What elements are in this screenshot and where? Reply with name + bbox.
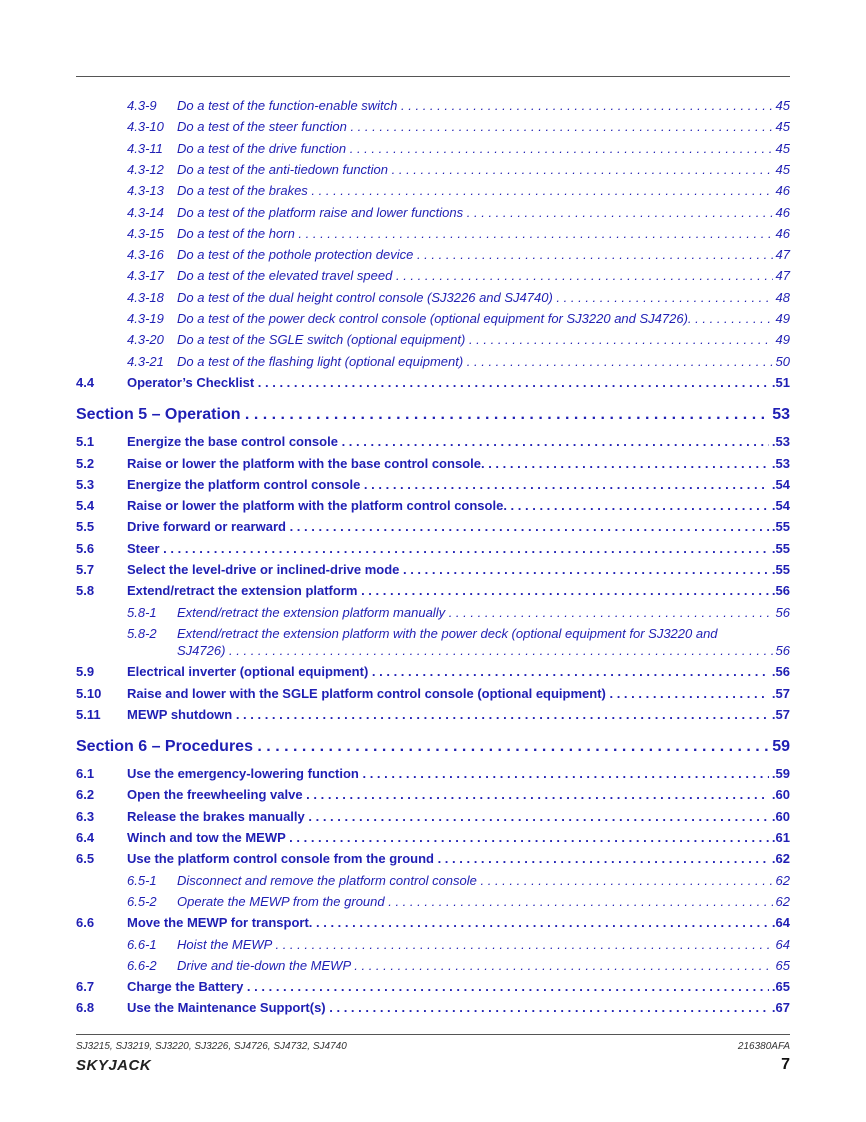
toc-entry-number: 5.8 [76,583,95,599]
toc-entry-number: 6.5 [76,851,95,867]
toc-entry[interactable] [0,705,866,725]
toc-entry-title: Do a test of the flashing light (optional equipment) . . . [177,352,782,372]
toc-entry-title: Operator’s Checklist . . . [127,373,782,393]
toc-entry-page: 47 [773,266,790,286]
toc-entry[interactable] [0,807,866,827]
toc-entry-number: 6.3 [76,808,95,824]
toc-entry-title: Use the emergency-lowering function . . . [127,764,782,784]
toc-entry[interactable] [0,432,866,452]
toc-entry-number: 6.4 [76,830,95,845]
toc-entry-number: 6.6-1 [127,936,157,952]
toc-entry-page: 59 [769,734,790,760]
toc-entry-page: .57 [769,684,790,704]
toc-entry-number: 4.3-10 [127,119,164,135]
toc-entry-number: 4.3-9 [127,98,157,113]
toc-entry-number: 4.3-17 [127,268,164,284]
toc-entry-number: 6.2 [76,787,95,803]
toc-entry-number: 6.6 [76,915,95,931]
toc-entry-page: .67 [769,998,790,1018]
toc-entry[interactable] [0,139,866,159]
toc-entry-title: Do a test of the SGLE switch (optional equipment) . . . [177,330,782,350]
toc-entry-title: Hoist the MEWP . . . [177,935,782,955]
toc-entry[interactable] [0,977,866,997]
toc-entry-page: .64 [769,913,790,933]
toc-entry[interactable] [0,603,866,623]
toc-entry-title: Do a test of the elevated travel speed . . . [177,266,782,286]
toc-entry[interactable] [0,266,866,286]
toc-entry-title: Electrical inverter (optional equipment) . . . [127,662,782,682]
toc-entry-number: 5.1 [76,434,95,450]
skyjack-logo: SKYJACK [76,1057,152,1074]
toc-entry-title: Do a test of the horn . . . [177,224,782,244]
toc-entry-page: 65 [773,956,790,976]
toc-entry-title: Do a test of the steer function . . . [177,117,782,137]
toc-entry-number: 4.3-12 [127,161,164,177]
toc-entry-title: Charge the Battery . . . [127,977,782,997]
toc-entry-title: Do a test of the platform raise and lower functions . . . [177,203,782,223]
toc-entry-title: Use the Maintenance Support(s) . . . [127,998,782,1018]
toc-entry-title: Do a test of the function-enable switch . . . [177,96,782,116]
toc-entry[interactable] [0,352,866,372]
toc-entry-page: .56 [769,581,790,601]
toc-entry-number: 6.6-2 [127,957,157,973]
toc-entry[interactable] [0,288,866,308]
toc-entry-number: 4.3-13 [127,183,164,199]
toc-entry-page: 47 [773,245,790,265]
header-rule [76,76,790,77]
toc-entry-page: 50 [773,352,790,372]
toc-entry[interactable] [0,581,866,601]
toc-entry-page: 45 [773,139,790,159]
page-number: 7 [781,1056,790,1073]
toc-entry[interactable] [0,203,866,223]
toc-entry[interactable] [0,475,866,495]
toc-entry-title: Do a test of the anti-tiedown function . . . [177,160,782,180]
toc-entry-page: .62 [769,849,790,869]
toc-entry[interactable] [0,871,866,891]
toc-entry-number: 5.7 [76,562,95,577]
toc-entry-page: 45 [773,96,790,116]
toc-entry-page: .55 [769,539,790,559]
toc-entry-title: Use the platform control console from the ground . . . [127,849,782,869]
toc-entry-page: 64 [773,935,790,955]
toc-entry-page: 53 [769,402,790,428]
toc-entry[interactable] [0,496,866,516]
toc-entry-number: 5.8-2 [127,625,157,641]
toc-entry[interactable] [0,245,866,265]
toc-entry-number: 4.4 [76,374,95,390]
toc-entry-page: 49 [773,330,790,350]
toc-entry[interactable] [0,913,866,933]
toc-entry[interactable] [0,117,866,137]
toc-entry-page: 46 [773,224,790,244]
toc-entry-page: .56 [769,662,790,682]
toc-entry-title: Disconnect and remove the platform control console . . . [177,871,782,891]
toc-entry-number: 5.11 [76,706,101,722]
toc-entry-title: Open the freewheeling valve . . . [127,785,782,805]
toc-entry-title: Do a test of the dual height control console (SJ3226 and SJ4740) . . . [177,288,782,308]
toc-entry-page: .60 [769,807,790,827]
toc-entry-title: Do a test of the brakes . . . [177,181,782,201]
toc-entry-title: Section 6 – Procedures . . . [76,734,778,760]
toc-entry-title: Do a test of the pothole protection device . . . [177,245,782,265]
toc-entry[interactable] [0,454,866,474]
toc-entry[interactable] [0,181,866,201]
toc-entry-page: 45 [773,160,790,180]
toc-entry-number: 5.4 [76,498,95,514]
toc-entry-title: Raise or lower the platform with the platform control console. . . . [127,496,782,516]
footer-rule [76,1034,790,1035]
toc-entry-title: Raise or lower the platform with the base control console. . . . [127,454,782,474]
toc-entry-page: 48 [773,288,790,308]
toc-entry-number: 5.6 [76,540,95,556]
toc-entry-page: 56 [773,641,790,661]
toc-entry-number: 6.1 [76,766,95,782]
toc-entry-page: 56 [773,603,790,623]
toc-entry-page: .59 [769,764,790,784]
toc-entry-title: SJ4726) . . . [177,641,782,661]
toc-entry-title: Drive forward or rearward . . . [127,517,782,537]
toc-entry[interactable] [0,892,866,912]
toc-entry-title: Do a test of the drive function . . . [177,139,782,159]
footer-models: SJ3215, SJ3219, SJ3220, SJ3226, SJ4726, SJ4732, SJ4740 [76,1041,347,1052]
toc-entry[interactable] [0,517,866,537]
toc-entry-page: .65 [769,977,790,997]
toc-entry-title: Energize the platform control console . . . [127,475,782,495]
toc-entry-page: 49 [773,309,790,329]
toc-entry[interactable] [0,309,866,329]
toc-entry-title: Operate the MEWP from the ground . . . [177,892,782,912]
toc-entry-number: 5.8-1 [127,604,157,620]
toc-section-heading[interactable] [0,734,866,760]
toc-entry-title: MEWP shutdown . . . [127,705,782,725]
toc-entry-wrapped-line[interactable]: Extend/retract the extension platform with the power deck (optional equipment for SJ3220 and [177,625,718,641]
toc-entry-title: Move the MEWP for transport. . . . [127,913,782,933]
toc-entry-number: 6.5-2 [127,893,157,909]
toc-entry[interactable] [0,96,866,116]
toc-entry-number: 6.8 [76,1000,95,1016]
toc-entry-title: Winch and tow the MEWP . . . [127,828,782,848]
toc-entry[interactable] [0,935,866,955]
toc-entry[interactable] [0,330,866,350]
toc-entry-title: Extend/retract the extension platform manually . . . [177,603,782,623]
toc-entry-page: .53 [769,432,790,452]
toc-entry[interactable] [0,560,866,580]
toc-entry-page: .60 [769,785,790,805]
toc-entry-page: .51 [769,373,790,393]
toc-entry[interactable] [0,764,866,784]
toc-entry[interactable] [0,684,866,704]
toc-entry-page: 62 [773,871,790,891]
toc-entry[interactable] [0,641,866,661]
toc-entry-title: Energize the base control console . . . [127,432,782,452]
toc-entry-number: 4.3-18 [127,289,164,305]
toc-entry-page: .61 [769,828,790,848]
toc-entry-page: .57 [769,705,790,725]
toc-entry-title: Raise and lower with the SGLE platform control console (optional equipment) . . . [127,684,782,704]
toc-entry-title: Section 5 – Operation . . . [76,402,778,428]
toc-entry[interactable] [0,373,866,393]
toc-entry-page: .55 [769,560,790,580]
toc-entry-page: .55 [769,517,790,537]
toc-entry-number: 5.2 [76,455,95,471]
toc-entry-page: 46 [773,181,790,201]
toc-entry[interactable] [0,224,866,244]
toc-entry-number: 4.3-15 [127,225,164,241]
toc-entry-page: 46 [773,203,790,223]
toc-entry-number: 4.3-19 [127,311,164,326]
toc-entry-title: Do a test of the power deck control console (optional equipment for SJ3220 and SJ4726). . . . [177,309,782,329]
toc-entry[interactable] [0,956,866,976]
toc-entry-number: 4.3-20 [127,332,164,348]
toc-entry[interactable] [0,539,866,559]
toc-entry[interactable] [0,160,866,180]
toc-entry-number: 6.5-1 [127,872,157,888]
toc-entry-page: .53 [769,454,790,474]
toc-entry-title: Select the level-drive or inclined-drive mode . . . [127,560,782,580]
toc-section-heading[interactable] [0,402,866,428]
toc-entry-number: 4.3-11 [127,140,163,156]
toc-entry-number: 5.3 [76,476,95,492]
toc-entry-number: 5.10 [76,685,102,701]
toc-entry-title: Extend/retract the extension platform . . . [127,581,782,601]
toc-entry-title: Drive and tie-down the MEWP . . . [177,956,782,976]
toc-entry-number: 4.3-21 [127,353,164,369]
toc-entry[interactable] [0,849,866,869]
toc-entry-page: 45 [773,117,790,137]
toc-entry[interactable] [0,828,866,848]
toc-entry-page: .54 [769,496,790,516]
toc-entry-number: 4.3-14 [127,204,164,220]
toc-entry-number: 4.3-16 [127,247,164,263]
toc-entry-title: Steer . . . [127,539,782,559]
toc-entry-title: Release the brakes manually . . . [127,807,782,827]
footer-doc-number: 216380AFA [737,1041,790,1052]
toc-entry-number: 5.9 [76,664,95,680]
toc-entry-page: 62 [773,892,790,912]
toc-entry[interactable] [0,662,866,682]
toc-entry[interactable] [0,998,866,1018]
toc-entry-number: 5.5 [76,519,95,535]
toc-entry-number: 6.7 [76,979,95,995]
toc-entry[interactable] [0,785,866,805]
toc-entry-page: .54 [769,475,790,495]
